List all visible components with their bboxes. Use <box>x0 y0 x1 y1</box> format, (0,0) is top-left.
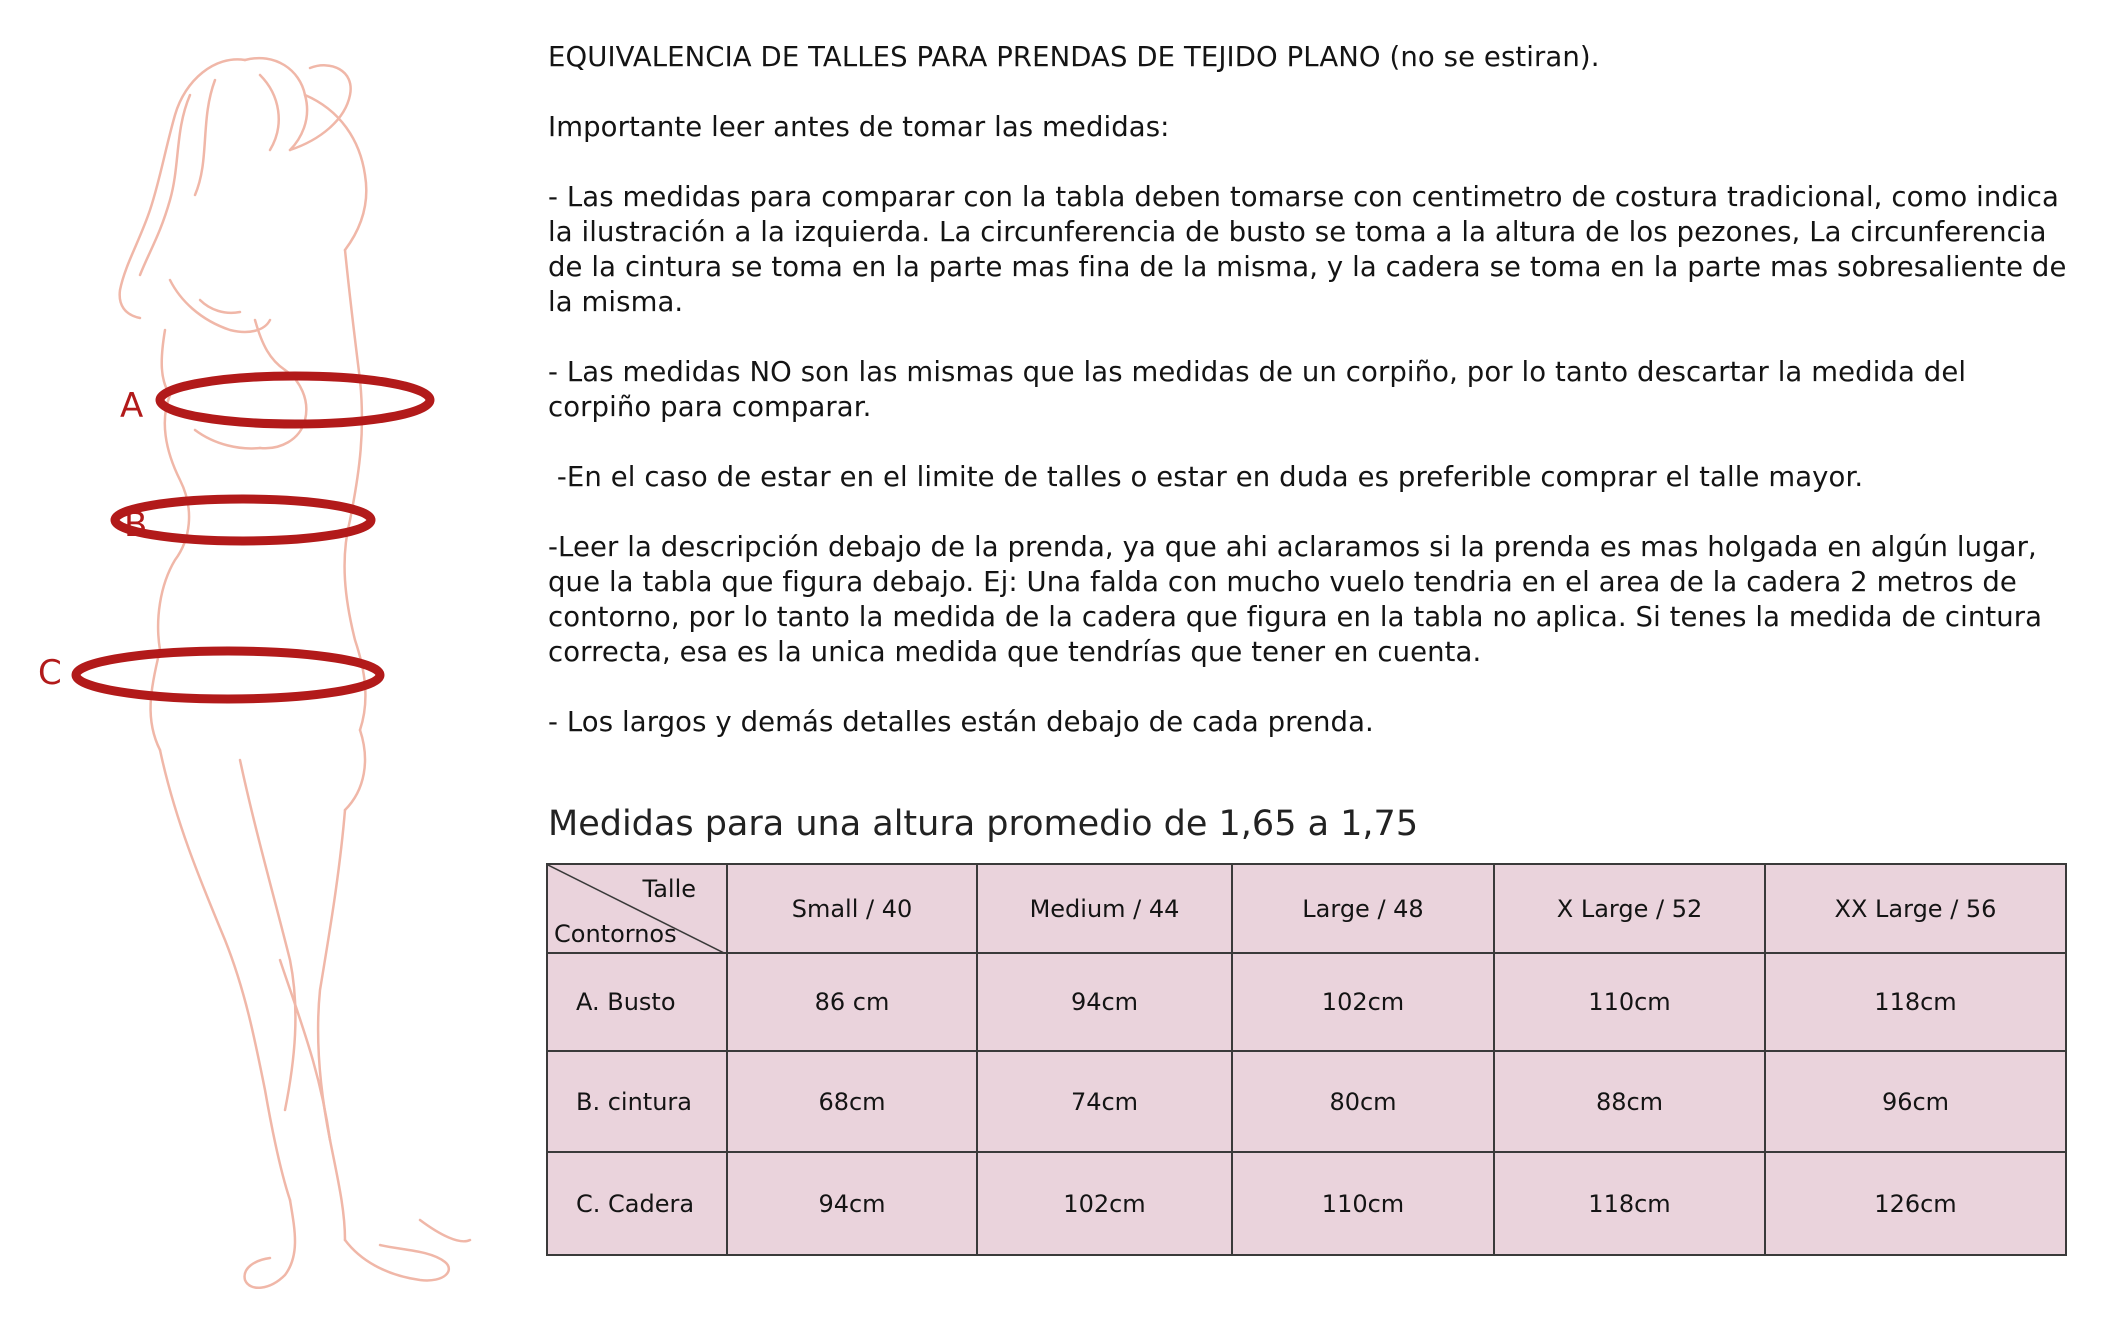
size-header: Large / 48 <box>1232 864 1494 953</box>
row-label-cadera: C. Cadera <box>547 1152 727 1255</box>
table-cell: 68cm <box>727 1051 977 1152</box>
table-cell: 88cm <box>1494 1051 1765 1152</box>
ring-label-c: C <box>38 653 62 693</box>
table-cell: 110cm <box>1494 953 1765 1051</box>
corner-talle: Talle <box>642 875 696 903</box>
ring-label-b: B <box>124 505 148 545</box>
ring-b <box>115 499 371 541</box>
table-cell: 96cm <box>1765 1051 2066 1152</box>
table-cell: 102cm <box>977 1152 1232 1255</box>
table-cell: 110cm <box>1232 1152 1494 1255</box>
paragraph-bra: - Las medidas NO son las mismas que las medidas de un corpiño, por lo tanto descartar la medida del corpiño para comparar. <box>548 356 1967 423</box>
instructions <box>548 40 2068 740</box>
table-title: Medidas para una altura promedio de 1,65 a 1,75 <box>548 804 1419 844</box>
corner-cell <box>547 864 727 953</box>
intro-text: Importante leer antes de tomar las medidas: <box>548 111 1170 143</box>
row-label-busto: A. Busto <box>547 953 727 1051</box>
table-row <box>547 953 2066 1051</box>
table-cell: 80cm <box>1232 1051 1494 1152</box>
table-cell: 102cm <box>1232 953 1494 1051</box>
paragraph-lengths: - Los largos y demás detalles están debajo de cada prenda. <box>548 706 1374 738</box>
table-cell: 94cm <box>977 953 1232 1051</box>
table-cell: 86 cm <box>727 953 977 1051</box>
corner-contornos: Contornos <box>554 920 677 948</box>
paragraph-limit: -En el caso de estar en el limite de talles o estar en duda es preferible comprar el talle mayor. <box>548 461 1864 493</box>
size-table <box>546 863 2067 1256</box>
table-cell: 118cm <box>1494 1152 1765 1255</box>
table-cell: 126cm <box>1765 1152 2066 1255</box>
figure-outline <box>0 0 540 1318</box>
paragraph-description: -Leer la descripción debajo de la prenda, ya que ahi aclaramos si la prenda es mas holgada en algún lugar, que la tabla que figura debajo. Ej: Una falda con mucho vuelo tendria en el area de la cadera 2 metros de contorno, por lo tanto la medida de la cadera que figura en la tabla no aplica. Si tenes la medida de cintura correcta, esa es la unica medida que tendrías que tener en cuenta. <box>548 531 2043 668</box>
table-row <box>547 1051 2066 1152</box>
size-header: XX Large / 56 <box>1765 864 2066 953</box>
paragraph-measure: - Las medidas para comparar con la tabla deben tomarse con centimetro de costura tradicional, como indica la ilustración a la izquierda. La circunferencia de busto se toma a la altura de los pezones, La circunferencia de la cintura se toma en la parte mas fina de la misma, y la cadera se toma en la parte mas sobresaliente de la misma. <box>548 181 2067 318</box>
size-header: Medium / 44 <box>977 864 1232 953</box>
ring-c <box>76 651 380 699</box>
table-cell: 74cm <box>977 1051 1232 1152</box>
table-row <box>547 1152 2066 1255</box>
table-cell: 118cm <box>1765 953 2066 1051</box>
table-cell: 94cm <box>727 1152 977 1255</box>
body-illustration <box>0 0 540 1318</box>
table-header-row <box>547 864 2066 953</box>
heading: EQUIVALENCIA DE TALLES PARA PRENDAS DE TEJIDO PLANO (no se estiran). <box>548 41 1600 73</box>
ring-label-a: A <box>120 386 144 426</box>
size-header: Small / 40 <box>727 864 977 953</box>
row-label-cintura: B. cintura <box>547 1051 727 1152</box>
ring-a <box>160 376 430 424</box>
size-header: X Large / 52 <box>1494 864 1765 953</box>
